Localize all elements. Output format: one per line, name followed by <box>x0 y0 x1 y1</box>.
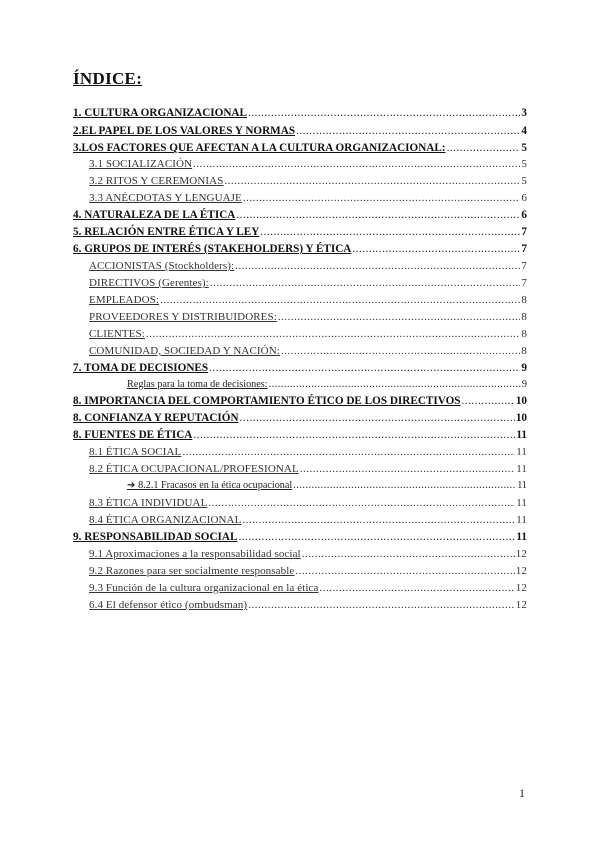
toc-entry-page: 5 <box>521 175 527 187</box>
toc-entry-label: COMUNIDAD, SOCIEDAD Y NACIÓN: <box>89 345 280 357</box>
toc-entry-page: 12 <box>515 565 527 577</box>
toc-entry[interactable] <box>89 443 527 459</box>
toc-leader-dots <box>242 513 515 527</box>
toc-leader-dots <box>210 276 521 290</box>
toc-entry-page: 11 <box>516 446 527 458</box>
toc-entry-label: 9. RESPONSABILIDAD SOCIAL <box>73 531 238 543</box>
toc-entry[interactable] <box>73 139 527 155</box>
toc-entry-page: 8 <box>521 294 527 306</box>
toc-entry[interactable] <box>89 342 527 358</box>
toc-entry[interactable] <box>89 308 527 324</box>
toc-entry[interactable] <box>89 155 527 171</box>
toc-entry-label: 9.1 Aproximaciones a la responsabilidad social <box>89 548 301 560</box>
toc-entry-label: 8.2 ÉTICA OCUPACIONAL/PROFESIONAL <box>89 463 299 475</box>
toc-entry-page: 7 <box>521 243 527 255</box>
toc-entry-page: 10 <box>515 395 527 407</box>
toc-entry-label: 6. GRUPOS DE INTERÉS (STAKEHOLDERS) Y ÉTICA <box>73 243 352 255</box>
toc-entry-page: 5 <box>521 158 527 170</box>
toc-entry[interactable] <box>73 223 527 239</box>
toc-leader-dots <box>224 174 520 188</box>
toc-entry[interactable] <box>73 122 527 138</box>
toc-entry-label: 8.1 ÉTICA SOCIAL <box>89 446 182 458</box>
toc-entry-page: 12 <box>515 599 527 611</box>
toc-entry-page: 5 <box>521 142 527 154</box>
toc-entry-label: 8. FUENTES DE ÉTICA <box>73 429 193 441</box>
toc-entry-page: 11 <box>516 429 527 441</box>
toc-entry-label: Reglas para la toma de decisiones: <box>127 379 268 390</box>
toc-entry[interactable] <box>73 359 527 375</box>
toc-entry-label: 3.LOS FACTORES QUE AFECTAN A LA CULTURA ORGANIZACIONAL: <box>73 142 446 154</box>
toc-entry-label: 8. CONFIANZA Y REPUTACIÓN <box>73 412 239 424</box>
toc-leader-dots <box>248 106 520 120</box>
toc-entry[interactable] <box>89 274 527 290</box>
toc-entry[interactable] <box>89 494 527 510</box>
toc-leader-dots <box>208 496 515 510</box>
toc-entry[interactable] <box>73 392 527 408</box>
toc-entry[interactable] <box>73 240 527 256</box>
toc-entry[interactable] <box>89 325 527 341</box>
toc-entry-page: 7 <box>521 260 527 272</box>
toc-entry-page: 11 <box>516 531 527 543</box>
toc-leader-dots <box>160 293 520 307</box>
toc-entry-label: 5. RELACIÓN ENTRE ÉTICA Y LEY <box>73 226 260 238</box>
toc-entry-page: 11 <box>517 480 527 491</box>
toc-entry[interactable] <box>73 426 527 442</box>
toc-entry-page: 7 <box>521 277 527 289</box>
toc-entry[interactable] <box>127 477 527 493</box>
toc-leader-dots <box>235 259 520 273</box>
toc-entry-label: 3.1 SOCIALIZACIÓN <box>89 158 193 170</box>
toc-entry-label: ACCIONISTAS (Stockholders): <box>89 260 235 272</box>
toc-leader-dots <box>447 141 521 155</box>
toc-entry[interactable] <box>127 376 527 392</box>
toc-entry-label: 1. CULTURA ORGANIZACIONAL <box>73 107 247 119</box>
toc-entry-label: 4. NATURALEZA DE LA ÉTICA <box>73 209 236 221</box>
toc-entry[interactable] <box>73 528 527 544</box>
toc-leader-dots <box>238 530 515 544</box>
toc-leader-dots <box>248 598 515 612</box>
toc-entry-page: 7 <box>521 226 527 238</box>
toc-entry-page: 4 <box>521 125 527 137</box>
toc-entry-page: 11 <box>516 463 527 475</box>
toc-leader-dots <box>146 327 520 341</box>
toc-leader-dots <box>260 225 520 239</box>
toc-leader-dots <box>182 445 515 459</box>
toc-title: ÍNDICE: <box>73 69 143 88</box>
toc-entry-page: 12 <box>515 582 527 594</box>
toc-entry-label: 8.3 ÉTICA INDIVIDUAL <box>89 497 208 509</box>
toc-entry-label: 8. IMPORTANCIA DEL COMPORTAMIENTO ÉTICO DE LOS DIRECTIVOS <box>73 395 461 407</box>
toc-leader-dots <box>462 394 515 408</box>
toc-entry[interactable] <box>73 409 527 425</box>
toc-entry[interactable] <box>89 511 527 527</box>
toc-entry-page: 11 <box>516 497 527 509</box>
toc-entry-page: 12 <box>515 548 527 560</box>
toc-entry-label: PROVEEDORES Y DISTRIBUIDORES: <box>89 311 277 323</box>
toc-entry-page: 3 <box>521 107 527 119</box>
toc-entry-page: 9 <box>521 379 527 390</box>
toc-leader-dots <box>300 462 515 476</box>
toc-entry-label: 3.2 RITOS Y CEREMONIAS <box>89 175 224 187</box>
toc-entry-page: 11 <box>516 514 527 526</box>
toc-leader-dots <box>296 124 520 138</box>
toc-entry-page: 10 <box>515 412 527 424</box>
toc-entry[interactable] <box>89 189 527 205</box>
toc-leader-dots <box>352 242 520 256</box>
toc-leader-dots <box>243 191 521 205</box>
page-number: 1 <box>519 786 525 800</box>
toc-entry-label: 8.4 ÉTICA ORGANIZACIONAL <box>89 514 242 526</box>
toc-entry-page: 8 <box>521 311 527 323</box>
toc-leader-dots <box>193 157 520 171</box>
toc-entry-label: EMPLEADOS: <box>89 294 160 306</box>
toc-entry-label: 9.2 Razones para ser socialmente responsable <box>89 565 295 577</box>
toc-entry-label: CLIENTES: <box>89 328 145 340</box>
toc-entry-label: 9.3 Función de la cultura organizacional en la ética <box>89 582 319 594</box>
toc-leader-dots <box>193 428 515 442</box>
toc-leader-dots <box>281 344 520 358</box>
toc-entry[interactable] <box>89 460 527 476</box>
toc-entry-label: 6.4 El defensor ético (ombudsman) <box>89 599 248 611</box>
toc-entry[interactable] <box>73 206 527 222</box>
toc-leader-dots <box>278 310 521 324</box>
toc-entry[interactable] <box>89 596 527 612</box>
toc-entry-label: 2.EL PAPEL DE LOS VALORES Y NORMAS <box>73 125 296 137</box>
toc-entry-page: 6 <box>521 192 527 204</box>
toc-entry-page: 6 <box>521 209 527 221</box>
toc-leader-dots <box>209 361 520 375</box>
toc-leader-dots <box>320 581 515 595</box>
toc-leader-dots <box>302 547 515 561</box>
toc-entry[interactable] <box>89 562 527 578</box>
toc-entry-page: 8 <box>521 345 527 357</box>
toc-leader-dots <box>269 378 521 392</box>
toc-leader-dots <box>293 479 516 493</box>
toc-entry[interactable] <box>89 257 527 273</box>
toc-leader-dots <box>236 208 520 222</box>
toc-entry[interactable] <box>89 291 527 307</box>
toc-entry[interactable] <box>73 104 527 120</box>
toc-entry[interactable] <box>89 545 527 561</box>
toc-entry[interactable] <box>89 579 527 595</box>
toc-entry-page: 9 <box>521 362 527 374</box>
toc-leader-dots <box>295 564 514 578</box>
toc-entry-label: 3.3 ANÉCDOTAS Y LENGUAJE <box>89 192 242 204</box>
toc-entry-label: ➔ 8.2.1 Fracasos en la ética ocupacional <box>127 480 293 491</box>
toc-entry-page: 8 <box>521 328 527 340</box>
toc-entry-label: DIRECTIVOS (Gerentes): <box>89 277 209 289</box>
toc-entry-label: 7. TOMA DE DECISIONES <box>73 362 209 374</box>
toc-leader-dots <box>240 411 515 425</box>
toc-entry[interactable] <box>89 172 527 188</box>
